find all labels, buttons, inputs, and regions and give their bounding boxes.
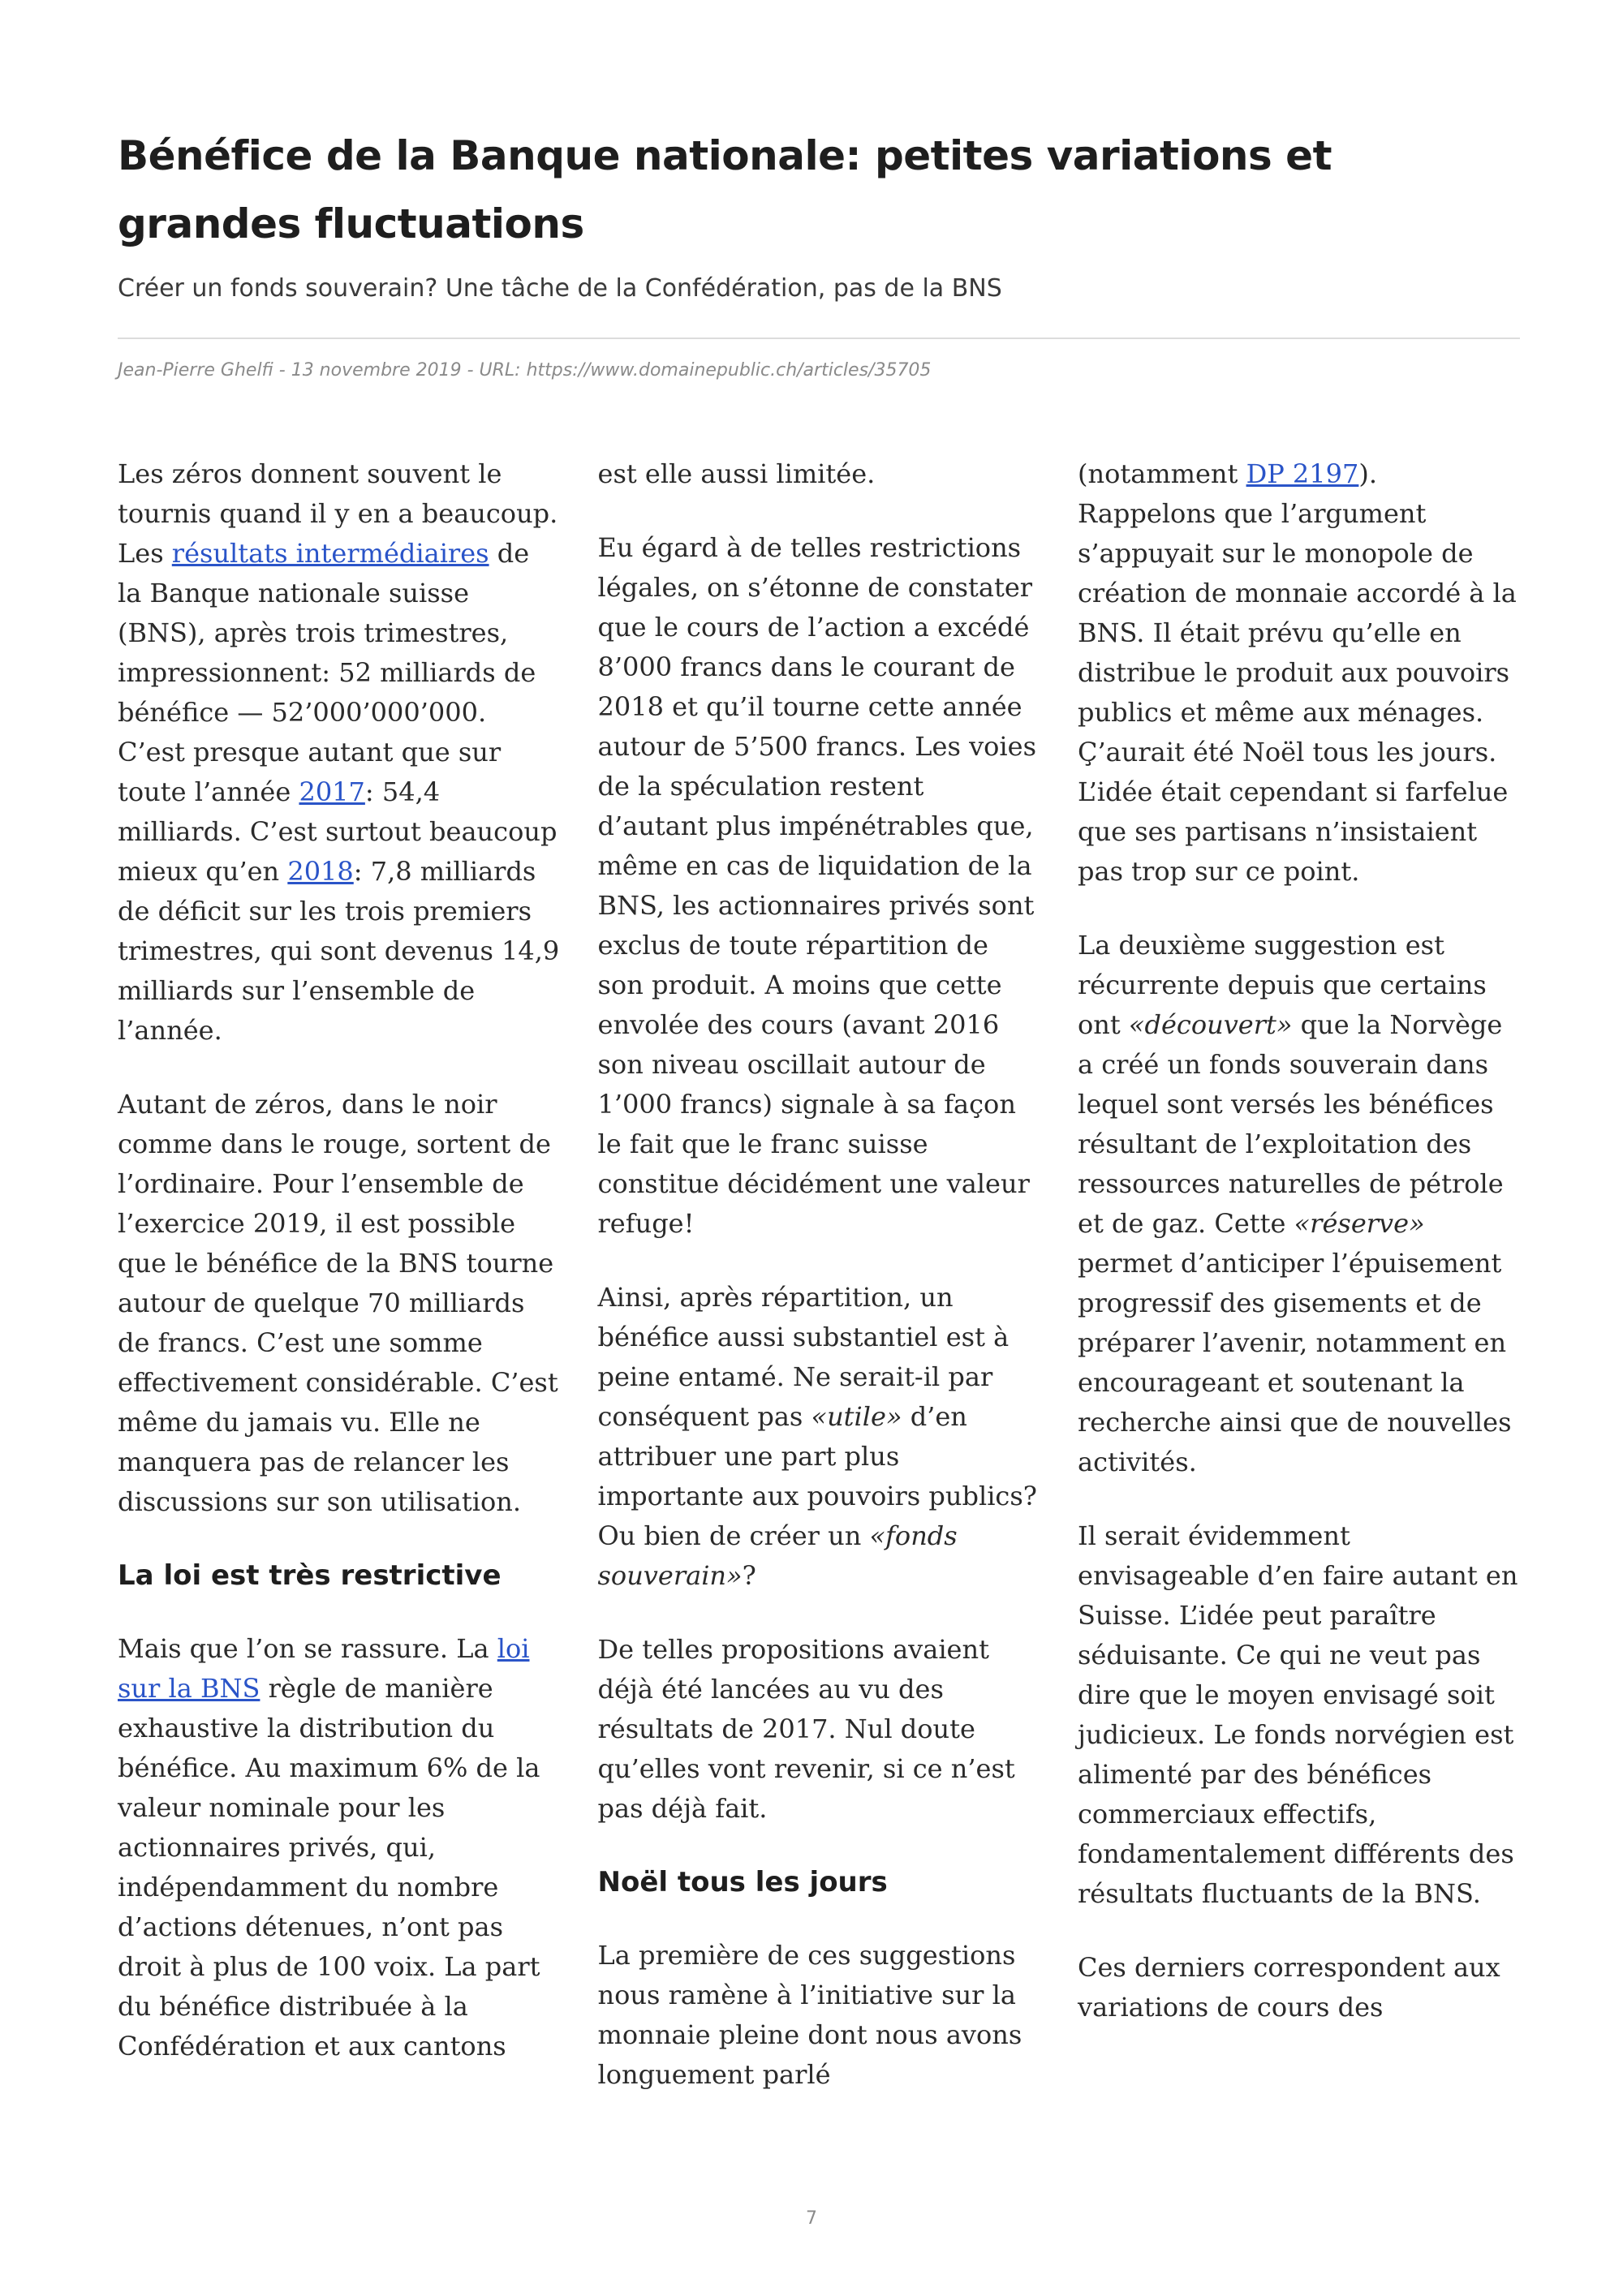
article-subtitle: Créer un fonds souverain? Une tâche de la Confédération, pas de la BNS (118, 274, 1002, 303)
text-span: : 7,8 milliards de déficit sur les trois premiers trimestres, qui sont devenus 14,9 milliards sur l’ensemble de l’année. (118, 856, 560, 1046)
paragraph: Il serait évidemment envisageable d’en faire autant en Suisse. L’idée peut paraître séduisante. Ce qui ne veut pas dire que le moyen envisagé soit judicieux. Le fonds norvégien est alimenté par des bénéfices commerciaux effectifs, fondamentalement différents des résultats fluctuants de la BNS. (1078, 1520, 1518, 1909)
column-2 (598, 454, 1040, 2129)
paragraph: La première de ces suggestions nous ramène à l’initiative sur la monnaie pleine dont nous avons longuement parlé (597, 1940, 1022, 2090)
text-span: de la Banque nationale suisse (BNS), après trois trimestres, impressionnent: 52 milliards de bénéfice — 52’000’000’000. C’est presque autant que sur toute l’année (118, 538, 536, 807)
section-heading: La loi est très restrictive (118, 1559, 502, 1592)
text-span: : 54,4 milliards. C’est surtout beaucoup mieux qu’en (118, 776, 558, 887)
article-page (118, 122, 1520, 2090)
column-3 (1078, 454, 1520, 2129)
paragraph (1078, 926, 1520, 1482)
paragraph: Ces derniers correspondent aux variations de cours des (1078, 1952, 1500, 2023)
link-dp-2197[interactable]: DP 2197 (1246, 458, 1359, 489)
text-span: ). Rappelons que l’argument s’appuyait sur le monopole de création de monnaie accordé à la BNS. Il était prévu qu’elle en distribue le produit aux pouvoirs publics et même aux ménages. Ç’aurait été Noël tous les jours. L’idée était cependant si farfelue que ses partisans n’insistaient pas trop sur ce point. (1078, 458, 1517, 887)
link-2018[interactable]: 2018 (287, 856, 354, 887)
paragraph: est elle aussi limitée. (597, 458, 876, 489)
emphasis: «réserve» (1294, 1208, 1425, 1239)
text-span: La deuxième suggestion est récurrente depuis que certains ont (1078, 930, 1487, 1040)
text-span: d’en attribuer une part plus importante aux pouvoirs publics? Ou bien de créer un (597, 1401, 1037, 1551)
link-resultats-intermediaires[interactable]: résultats intermédiaires (171, 538, 489, 569)
emphasis: «utile» (811, 1401, 902, 1432)
text-span: que la Norvège a créé un fonds souverain dans lequel sont versés les bénéfices résultant de l’exploitation des ressources naturelles de pétrole et de gaz. Cette (1078, 1009, 1504, 1239)
text-span: règle de manière exhaustive la distribution du bénéfice. Au maximum 6% de la valeur nominale pour les actionnaires privés, qui, indépendamment du nombre d’actions détenues, n’ont pas droit à plus de 100 voix. La part du bénéfice distribuée à la Confédération et aux cantons (118, 1673, 540, 2062)
text-span: Mais que l’on se rassure. La (118, 1633, 497, 1664)
text-span: Ainsi, après répartition, un bénéfice aussi substantiel est à peine entamé. Ne serait-il par conséquent pas (597, 1282, 1010, 1432)
article-meta: Jean-Pierre Ghelfi - 13 novembre 2019 - URL: https://www.domainepublic.ch/articles/35705 (118, 360, 932, 381)
paragraph (118, 1629, 560, 2066)
link-2017[interactable]: 2017 (299, 776, 365, 807)
paragraph: De telles propositions avaient déjà été lancées au vu des résultats de 2017. Nul doute qu’elles vont revenir, si ce n’est pas déjà fait. (597, 1634, 1015, 1824)
article-title: Bénéfice de la Banque nationale: petites variations et grandes fluctuations (118, 132, 1332, 247)
paragraph (118, 454, 560, 1051)
paragraph: Autant de zéros, dans le noir comme dans le rouge, sortent de l’ordinaire. Pour l’ensemble de l’exercice 2019, il est possible que le bénéfice de la BNS tourne autour de quelque 70 milliards de francs. C’est une somme effectivement considérable. C’est même du jamais vu. Elle ne manquera pas de relancer les discussions sur son utilisation. (118, 1089, 558, 1517)
paragraph (1078, 454, 1520, 892)
emphasis: «fonds souverain» (597, 1520, 958, 1591)
page-number: 7 (806, 2208, 817, 2229)
section-heading: Noël tous les jours (597, 1866, 888, 1898)
link-loi-sur-la-bns[interactable]: loi sur la BNS (118, 1633, 530, 1704)
text-span: permet d’anticiper l’épuisement progressif des gisements et de préparer l’avenir, notamment en encourageant et soutenant la recherche ainsi que de nouvelles activités. (1078, 1248, 1512, 1477)
article-body (118, 454, 1520, 2129)
text-span: (notamment (1078, 458, 1246, 489)
paragraph (598, 1278, 1040, 1596)
text-span: Les zéros donnent souvent le tournis quand il y en a beaucoup. Les (118, 458, 558, 569)
paragraph: Eu égard à de telles restrictions légales, on s’étonne de constater que le cours de l’action a excédé 8’000 francs dans le courant de 2018 et qu’il tourne cette année autour de 5’500 francs. Les voies de la spéculation restent d’autant plus impénétrables que, même en cas de liquidation de la BNS, les actionnaires privés sont exclus de toute répartition de son produit. A moins que cette envolée des cours (avant 2016 son niveau oscillait autour de 1’000 francs) signale à sa façon le fait que le franc suisse constitue décidément une valeur refuge! (597, 532, 1036, 1239)
emphasis: «découvert» (1128, 1009, 1293, 1040)
column-1 (118, 454, 560, 2129)
header-divider (118, 338, 1520, 339)
text-span: ? (742, 1560, 756, 1591)
